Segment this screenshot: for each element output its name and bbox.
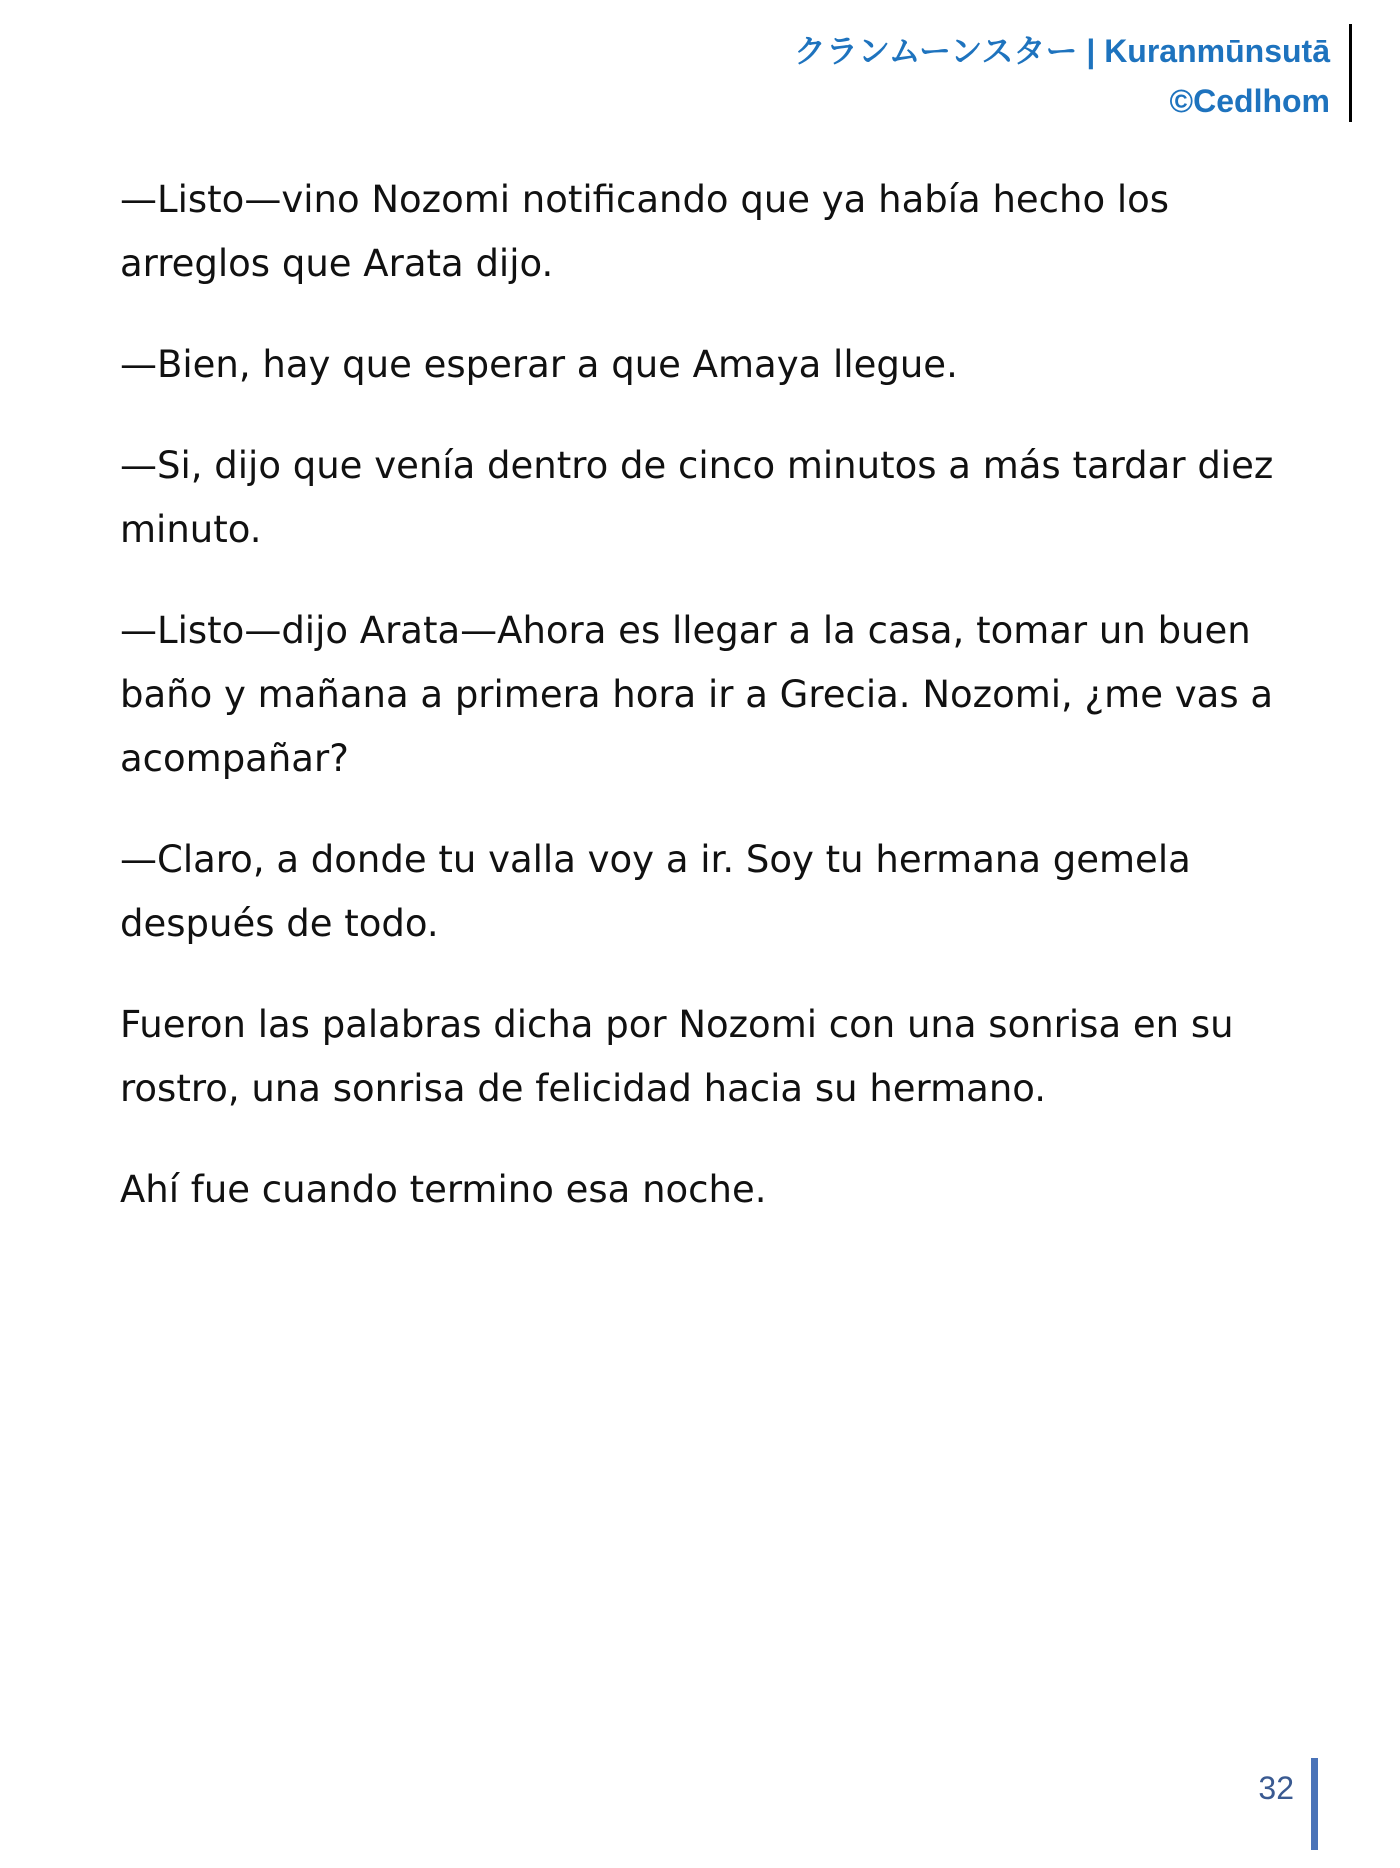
paragraph: Fueron las palabras dicha por Nozomi con una sonrisa en su rostro, una sonrisa de felicidad hacia su hermano. bbox=[120, 1003, 1234, 1110]
paragraph: Ahí fue cuando termino esa noche. bbox=[120, 1168, 767, 1211]
header-copyright: ©Cedlhom bbox=[1169, 83, 1330, 119]
page-footer bbox=[1198, 1758, 1318, 1850]
document-body bbox=[120, 168, 1290, 1259]
paragraph: —Claro, a donde tu valla voy a ir. Soy tu hermana gemela después de todo. bbox=[120, 838, 1191, 945]
header-divider bbox=[1349, 24, 1352, 122]
page-number: 32 bbox=[1258, 1770, 1294, 1806]
header-text bbox=[794, 26, 1330, 126]
paragraph: —Si, dijo que venía dentro de cinco minutos a más tardar diez minuto. bbox=[120, 444, 1274, 551]
paragraph: —Listo—dijo Arata—Ahora es llegar a la casa, tomar un buen baño y mañana a primera hora ir a Grecia. Nozomi, ¿me vas a acompañar? bbox=[120, 609, 1274, 780]
footer-divider bbox=[1311, 1758, 1318, 1850]
paragraph: —Bien, hay que esperar a que Amaya llegue. bbox=[120, 343, 958, 386]
header-title: クランムーンスター | Kuranmūnsutā bbox=[793, 33, 1330, 69]
page-header bbox=[552, 24, 1352, 124]
paragraph: —Listo—vino Nozomi notificando que ya había hecho los arreglos que Arata dijo. bbox=[120, 178, 1170, 285]
